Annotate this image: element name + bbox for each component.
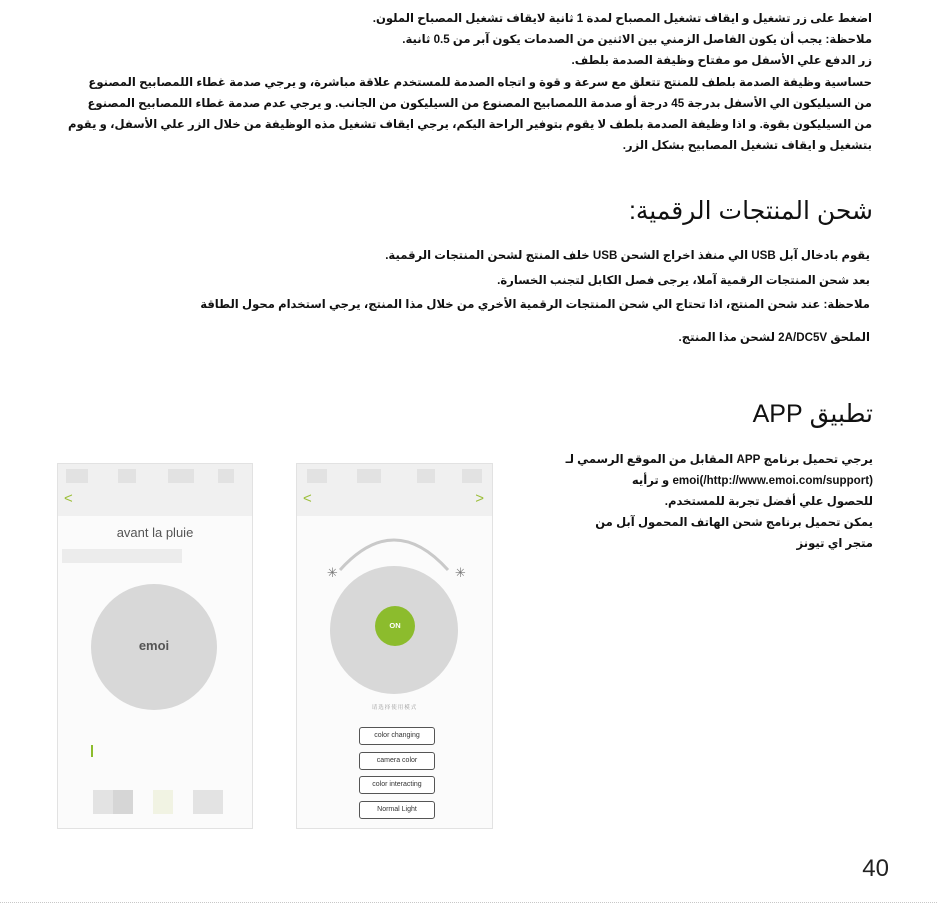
swatch-tile[interactable]: [113, 790, 133, 814]
charging-line: يقوم بادخال آبل USB الي منفذ اخراج الشحن USB خلف المنتج لشحن المنتجات الرقمية.: [385, 249, 870, 262]
intro-line: اضغط على زر تشغيل و ايقاف تشغيل المصباح لمدة 1 ثانية لايقاف تشغيل المصباح الملون.: [372, 12, 872, 25]
intro-line: من السيليكون الي الأسفل بدرجة 45 درجة أو صدمة اللمصابيح المصنوع من السيليكون من الجانب. و يرجي عدم صدمة غطاء اللمصابيح المصنوع: [87, 96, 872, 110]
forward-arrow-icon[interactable]: >: [475, 490, 484, 507]
charging-line: الملحق 2A/DC5V لشحن مذا المنتج.: [678, 330, 870, 344]
app-line: يرجي تحميل برنامج APP المقابل من الموقع الرسمي لـ: [565, 453, 873, 466]
intro-line: حساسية وظيفة الصدمة بلطف للمنتج تتعلق مع سرعة و قوة و اتجاه الصدمة للمستخدم علاقة مباشرة، و يرجي صدمة غطاء اللمصابيح المصنوع: [88, 75, 872, 89]
sun-bright-icon: ✳: [455, 565, 466, 580]
scene-title: avant la pluie: [116, 525, 194, 540]
mode-camera-color-button[interactable]: camera color: [359, 752, 435, 770]
intro-paragraph: [60, 8, 872, 156]
mode-caption: 请选择使用模式: [371, 705, 418, 711]
footer-divider: [0, 902, 937, 903]
mode-normal-light-button[interactable]: Normal Light: [359, 801, 435, 819]
charging-heading: شحن المنتجات الرقمية:: [628, 197, 873, 225]
mode-color-interacting-button[interactable]: color interacting: [359, 776, 435, 794]
blurred-bar: [62, 549, 182, 563]
app-line: (http://www.emoi.com/support/)emoi و ترأيه: [631, 474, 873, 487]
swatch-tile[interactable]: [193, 790, 223, 814]
sun-dim-icon: ✳: [327, 565, 338, 580]
app-section: [533, 449, 873, 554]
charging-line: بعد شحن المنتجات الرقمية آملا، يرجى فصل الكابل لتجنب الخسارة.: [497, 273, 870, 287]
app-line: للحصول علي أفضل تجربة للمستخدم.: [664, 495, 873, 508]
mode-color-changing-button[interactable]: color changing: [359, 727, 435, 745]
app-line: يمكن تحميل برنامج شحن الهاتف المحمول آبل من: [595, 516, 873, 529]
back-arrow-icon[interactable]: <: [64, 490, 73, 507]
app-heading: تطبيق APP: [752, 400, 873, 428]
brand-label: emoi: [138, 638, 170, 653]
intro-line: بتشغيل و ايقاف تشغيل المصابيح بشكل الزر.: [622, 139, 872, 153]
status-bar: [58, 464, 252, 516]
charging-section: [60, 244, 870, 350]
back-arrow-icon[interactable]: <: [303, 490, 312, 507]
charging-line: ملاحظة: عند شحن المنتج، اذا تحتاج الي شحن المنتجات الرقمية الأخري من خلال مذا المنتج، يرجي استخدام محول الطاقة: [200, 298, 870, 311]
app-line: متجر اي تيونز: [796, 537, 873, 550]
slider-handle[interactable]: [91, 745, 93, 757]
intro-line: ملاحظة: يجب أن يكون الفاصل الزمني بين الاثنين من الصدمات يكون آبر من 0.5 ثانية.: [402, 33, 872, 47]
status-bar: [297, 464, 492, 516]
swatch-tile[interactable]: [93, 790, 113, 814]
power-on-button[interactable]: ON: [375, 606, 415, 646]
page-number: 40: [862, 855, 889, 882]
intro-line: زر الدفع علي الأسفل مو مفتاح وظيفة الصدمة بلطف.: [571, 54, 872, 68]
intro-line: من السيليكون بقوة. و اذا وظيفة الصدمة بلطف لا يقوم بتوفير الراحة اليكم، يرجي ايقاف تشغيل مذه الوظيفة من خلال الزر علي الأسفل، و يقوم: [67, 118, 872, 132]
swatch-tile[interactable]: [153, 790, 173, 814]
